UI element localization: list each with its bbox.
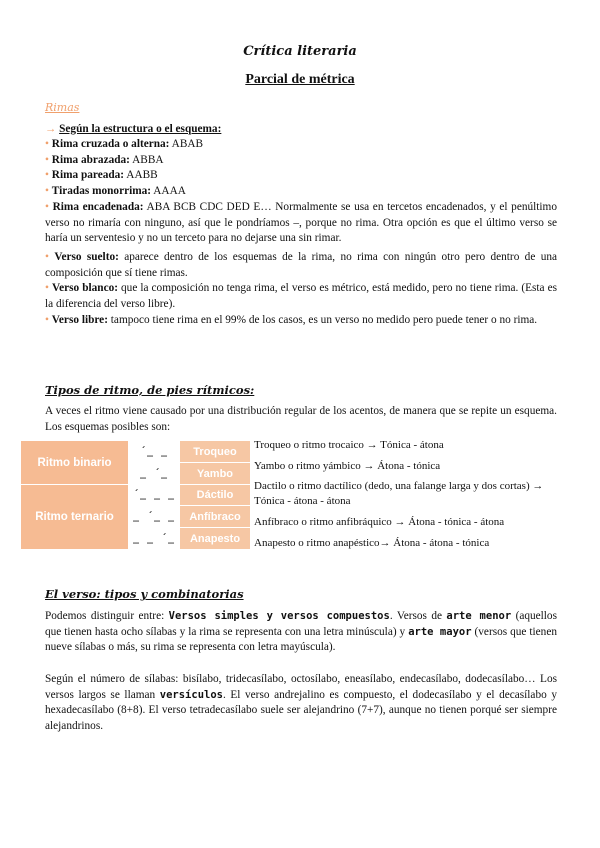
foot-name: Yambo (180, 463, 250, 484)
ritmo-intro: A veces el ritmo viene causado por una distribución regular de los acentos, de manera que se repite un esquema. Los esquemas posibles son: (45, 405, 557, 433)
bullet-icon: • (45, 169, 49, 181)
suelto-text: aparece dentro de los esquemas de la rima, no rima con ningún otro pero dentro de una composición que sí tiene rimas. (45, 251, 558, 279)
verso-paragraph-2: Según el número de sílabas: bisílabo, tridecasílabo, octosílabo, eneasílabo, endecasílabo, dodecasílabo… Los versos largos se llaman versículos. El verso andrejalino es compuesto, el dodecasílabo y el decasílabo y hexadecasílabo (8+8). El verso tetradecasílabo suele ser alejandrino (7+7), aunque no tienen porqué ser siempre alejandrinos. (45, 673, 557, 732)
ritmo-heading: Tipos de ritmo, de pies rítmicos: (45, 383, 255, 397)
feet-table (21, 441, 250, 549)
foot-name: Anfíbraco (180, 506, 250, 527)
foot-pattern: _ _ ´_ (129, 528, 179, 549)
rima-value: ABBA (132, 154, 164, 166)
bullet-icon: • (45, 251, 49, 263)
rima-encadenada (45, 200, 557, 247)
bullet-icon: • (45, 201, 49, 213)
bullet-icon: • (45, 154, 49, 166)
rima-value: AAAA (153, 185, 186, 197)
group-binario: Ritmo binario (21, 441, 128, 484)
bullet-icon: • (45, 282, 49, 294)
arrow-icon: → (45, 123, 57, 135)
foot-meaning: Anfíbraco o ritmo anfibráquico → Átona - tónica - átona (254, 516, 505, 528)
rima-item (45, 137, 557, 153)
foot-name: Troqueo (180, 441, 250, 462)
bullet-icon: • (45, 138, 49, 150)
rima-item (45, 153, 557, 169)
foot-meaning: Troqueo o ritmo trocaico → Tónica - átona (254, 439, 444, 451)
bullet-icon: • (45, 314, 49, 326)
rima-value: ABAB (171, 138, 204, 150)
foot-pattern: _ ´_ (129, 463, 179, 484)
verso-heading: El verso: tipos y combinatorias (45, 587, 244, 601)
rima-label: Tiradas monorrima: (51, 185, 152, 197)
rima-item (45, 168, 557, 184)
foot-meaning: Yambo o ritmo yámbico → Átona - tónica (254, 460, 441, 472)
encadenada-label: Rima encadenada: (52, 201, 144, 213)
foot-meaning: Dactilo o ritmo dactílico (dedo, una falange larga y dos cortas) → Tónica - átona - átona (254, 480, 544, 507)
foot-meaning: Anapesto o ritmo anapéstico→ Átona - átona - tónica (254, 537, 490, 549)
foot-name: Anapesto (180, 528, 250, 549)
group-ternario: Ritmo ternario (21, 485, 128, 549)
foot-pattern: _ ´_ _ (129, 506, 179, 527)
rima-value: AABB (126, 169, 158, 181)
blanco-label: Verso blanco: (52, 282, 118, 294)
verso-blanco (45, 281, 557, 312)
verso-paragraph-1: Podemos distinguir entre: Versos simples y versos compuestos. Versos de arte menor (aquellos que tienen hasta ocho sílabas y la rima se representa con una letra minúscula) y arte mayor (versos que tienen nueve sílabas o más, su rima se representa con letra mayúscula). (45, 610, 557, 653)
rima-item (45, 184, 557, 200)
verso-suelto (45, 250, 557, 281)
libre-label: Verso libre: (51, 314, 108, 326)
rimas-heading: Rimas (45, 101, 80, 114)
bullet-icon: • (45, 185, 49, 197)
foot-name: Dáctilo (180, 485, 250, 505)
document-subtitle: Parcial de métrica (245, 72, 355, 87)
rima-label: Rima abrazada: (51, 154, 130, 166)
verso-libre (45, 313, 557, 329)
libre-text: tampoco tiene rima en el 99% de los casos, es un verso no medido pero puede tener o no rima. (110, 314, 538, 326)
rima-label: Rima pareada: (51, 169, 125, 181)
structure-heading-line (45, 122, 557, 138)
structure-heading: Según la estructura o el esquema: (59, 123, 222, 135)
rima-label: Rima cruzada o alterna: (51, 138, 170, 150)
foot-pattern: ´_ _ _ (129, 485, 179, 505)
blanco-text: que la composición no tenga rima, el verso es métrico, está medido, pero no tiene rima. (Esta es la diferencia del verso libre). (45, 282, 558, 310)
document-title: Crítica literaria (243, 44, 357, 59)
suelto-label: Verso suelto: (54, 251, 119, 263)
foot-pattern: ´_ _ (129, 441, 179, 462)
encadenada-text: ABA BCB CDC DED E… Normalmente se usa en tercetos encadenados, y el penúltimo verso no rimaría con ninguno, así que le pondríamos –, porque no rima. Otra opción es que el último verso se haría un serventesio y no un terceto para no dejarse una sin rimar. (45, 201, 557, 244)
